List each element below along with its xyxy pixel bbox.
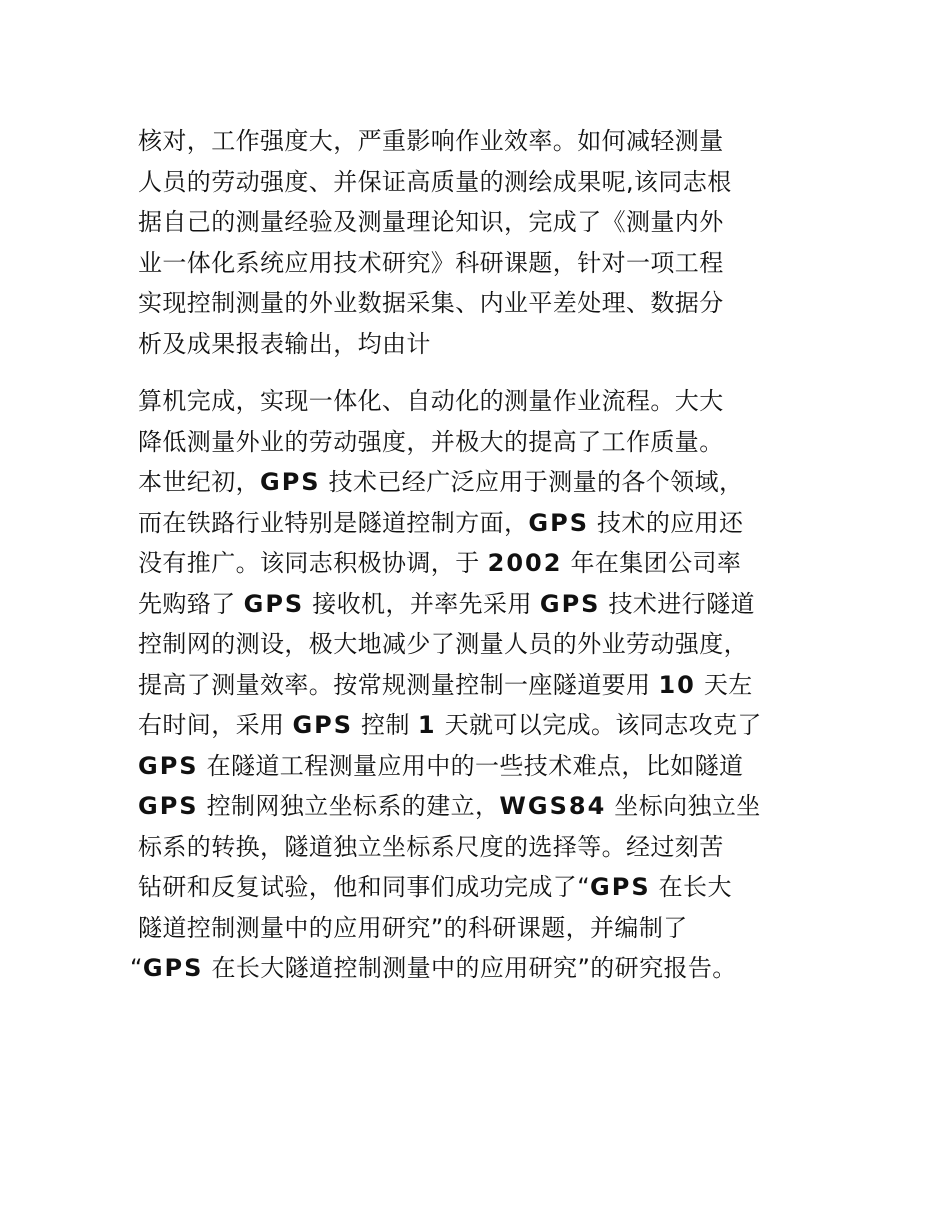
text-line: 提高了测量效率。按常规测量控制一座隧道要用 10 天左 (138, 670, 753, 699)
text-line: 核对，工作强度大，严重影响作业效率。如何减轻测量 (138, 127, 724, 155)
text-line: 隧道控制测量中的应用研究”的科研课题，并编制了 (138, 913, 688, 942)
bold-term: GPS (539, 589, 601, 618)
text-line: 本世纪初，GPS 技术已经广泛应用于测量的各个领域， (138, 468, 744, 496)
text-line: 钻研和反复试验，他和同事们成功完成了“GPS 在长大 (138, 873, 732, 901)
text-line: GPS 控制网独立坐标系的建立，WGS84 坐标向独立坐 (138, 792, 761, 820)
text-line: 控制网的测设，极大地减少了测量人员的外业劳动强度， (138, 630, 748, 658)
bold-term: GPS (142, 954, 204, 982)
text-line: 而在铁路行业特别是隧道控制方面，GPS 技术的应用还 (138, 508, 744, 537)
bold-term: 10 (658, 670, 696, 699)
text-line: 人员的劳动强度、并保证高质量的测绘成果呢,该同志根 (138, 167, 732, 196)
bold-term: GPS (528, 508, 589, 537)
text-line: 标系的转换，隧道独立坐标系尺度的选择等。经过刻苦 (138, 832, 724, 861)
bold-term: 1 (417, 711, 437, 739)
bold-term: 2002 (487, 549, 563, 577)
text-line: 先购臵了 GPS 接收机，并率先采用 GPS 技术进行隧道 (138, 589, 755, 618)
bold-term: GPS (590, 873, 651, 901)
text-line: 析及成果报表输出，均由计 (138, 329, 431, 358)
text-line: “GPS 在长大隧道控制测量中的应用研究”的研究报告。 (130, 954, 737, 982)
bold-term: GPS (292, 711, 354, 739)
text-line: 业一体化系统应用技术研究》科研课题，针对一项工程 (138, 248, 724, 277)
text-line: GPS 在隧道工程测量应用中的一些技术难点，比如隧道 (138, 751, 744, 780)
text-line: 降低测量外业的劳动强度，并极大的提高了工作质量。 (138, 427, 724, 456)
text-line: 据自己的测量经验及测量理论知识，完成了《测量内外 (138, 208, 724, 236)
text-line: 没有推广。该同志积极协调，于 2002 年在集团公司率 (138, 549, 742, 577)
paragraph-1 (138, 121, 732, 364)
paragraph-2 (130, 381, 762, 989)
text-line: 右时间，采用 GPS 控制 1 天就可以完成。该同志攻克了 (138, 711, 762, 739)
bold-term: GPS (260, 468, 321, 496)
bold-term: WGS84 (499, 792, 607, 820)
text-line: 实现控制测量的外业数据采集、内业平差处理、数据分 (138, 289, 724, 317)
bold-term: GPS (138, 751, 199, 780)
text-line: 算机完成，实现一体化、自动化的测量作业流程。大大 (138, 387, 724, 415)
bold-term: GPS (138, 792, 199, 820)
bold-term: GPS (243, 589, 305, 618)
